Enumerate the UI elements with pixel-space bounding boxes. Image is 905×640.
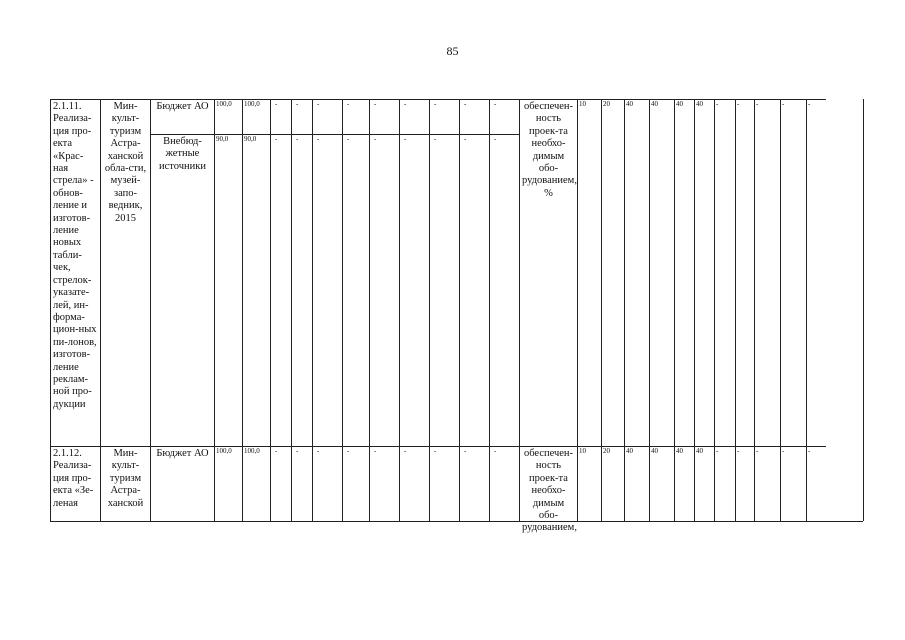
funding-source: Внебюд-жетные источники [150,134,214,446]
funding-year-value: - [312,99,342,134]
target-value: - [714,99,735,446]
target-value: - [806,446,826,521]
target-value: 40 [624,99,649,446]
funding-year-value: - [312,446,342,521]
funding-total: 90,0 [214,134,242,446]
project-code-name: 2.1.12. Реализа-ция про-екта «Зе-леная [50,446,100,521]
funding-year-value: - [399,134,429,446]
target-value: 40 [694,99,714,446]
funding-year-value: - [459,99,489,134]
funding-year-value: - [459,134,489,446]
table-bottom-border [50,521,863,522]
funding-year-value: - [270,99,291,134]
executor-cell: Мин-культ-туризм Астра-ханской [100,446,150,521]
funding-source: Бюджет АО [150,99,214,134]
executor-cell: Мин-культ-туризм Астра-ханской обла-сти, музей-запо-ведник, 2015 [100,99,150,446]
target-value: - [806,99,826,446]
page-number: 85 [446,44,459,58]
indicator-cell: обеспечен-ность проек-та необхо-димым обо-рудованием, % [519,99,577,446]
funding-year-value: - [312,134,342,446]
funding-total: 100,0 [214,446,242,521]
project-code-name: 2.1.11. Реализа-ция про-екта «Крас-ная стрела» - обнов-ление и изготов-ление новых табли-чек, стрелок-указате-лей, ин-форма-цион-ных пи-лонов, изготов-ление реклам-ной про-дукции [50,99,100,446]
target-value: 20 [601,446,624,521]
funding-year-value: 90,0 [242,134,270,446]
funding-year-value: - [489,99,519,134]
funding-year-value: - [429,446,459,521]
funding-year-value: - [489,446,519,521]
target-value: 40 [649,446,674,521]
target-value: - [780,99,806,446]
funding-total: 100,0 [214,99,242,134]
funding-year-value: - [429,99,459,134]
funding-year-value: - [270,446,291,521]
funding-year-value: - [369,99,399,134]
target-value: 20 [601,99,624,446]
funding-year-value: - [342,99,369,134]
target-value: - [735,446,754,521]
target-value: 40 [694,446,714,521]
indicator-cell: обеспечен-ность проек-та необхо-димым обо-рудованием, [519,446,577,521]
funding-source: Бюджет АО [150,446,214,521]
funding-year-value: 100,0 [242,446,270,521]
table-right-border [863,99,864,521]
target-value: - [780,446,806,521]
funding-year-value: - [369,446,399,521]
funding-year-value: - [342,446,369,521]
funding-year-value: - [291,99,312,134]
funding-year-value: - [369,134,399,446]
target-value: - [735,99,754,446]
funding-year-value: - [342,134,369,446]
funding-year-value: - [270,134,291,446]
funding-year-value: - [291,446,312,521]
funding-year-value: - [489,134,519,446]
funding-year-value: - [291,134,312,446]
funding-year-value: - [399,446,429,521]
target-value: - [714,446,735,521]
target-value: 40 [624,446,649,521]
target-value: 40 [674,99,694,446]
target-value: 40 [649,99,674,446]
target-value: 10 [577,446,601,521]
funding-year-value: - [429,134,459,446]
target-value: - [754,99,780,446]
target-value: 40 [674,446,694,521]
target-value: 10 [577,99,601,446]
funding-year-value: - [399,99,429,134]
funding-year-value: 100,0 [242,99,270,134]
target-value: - [754,446,780,521]
funding-year-value: - [459,446,489,521]
